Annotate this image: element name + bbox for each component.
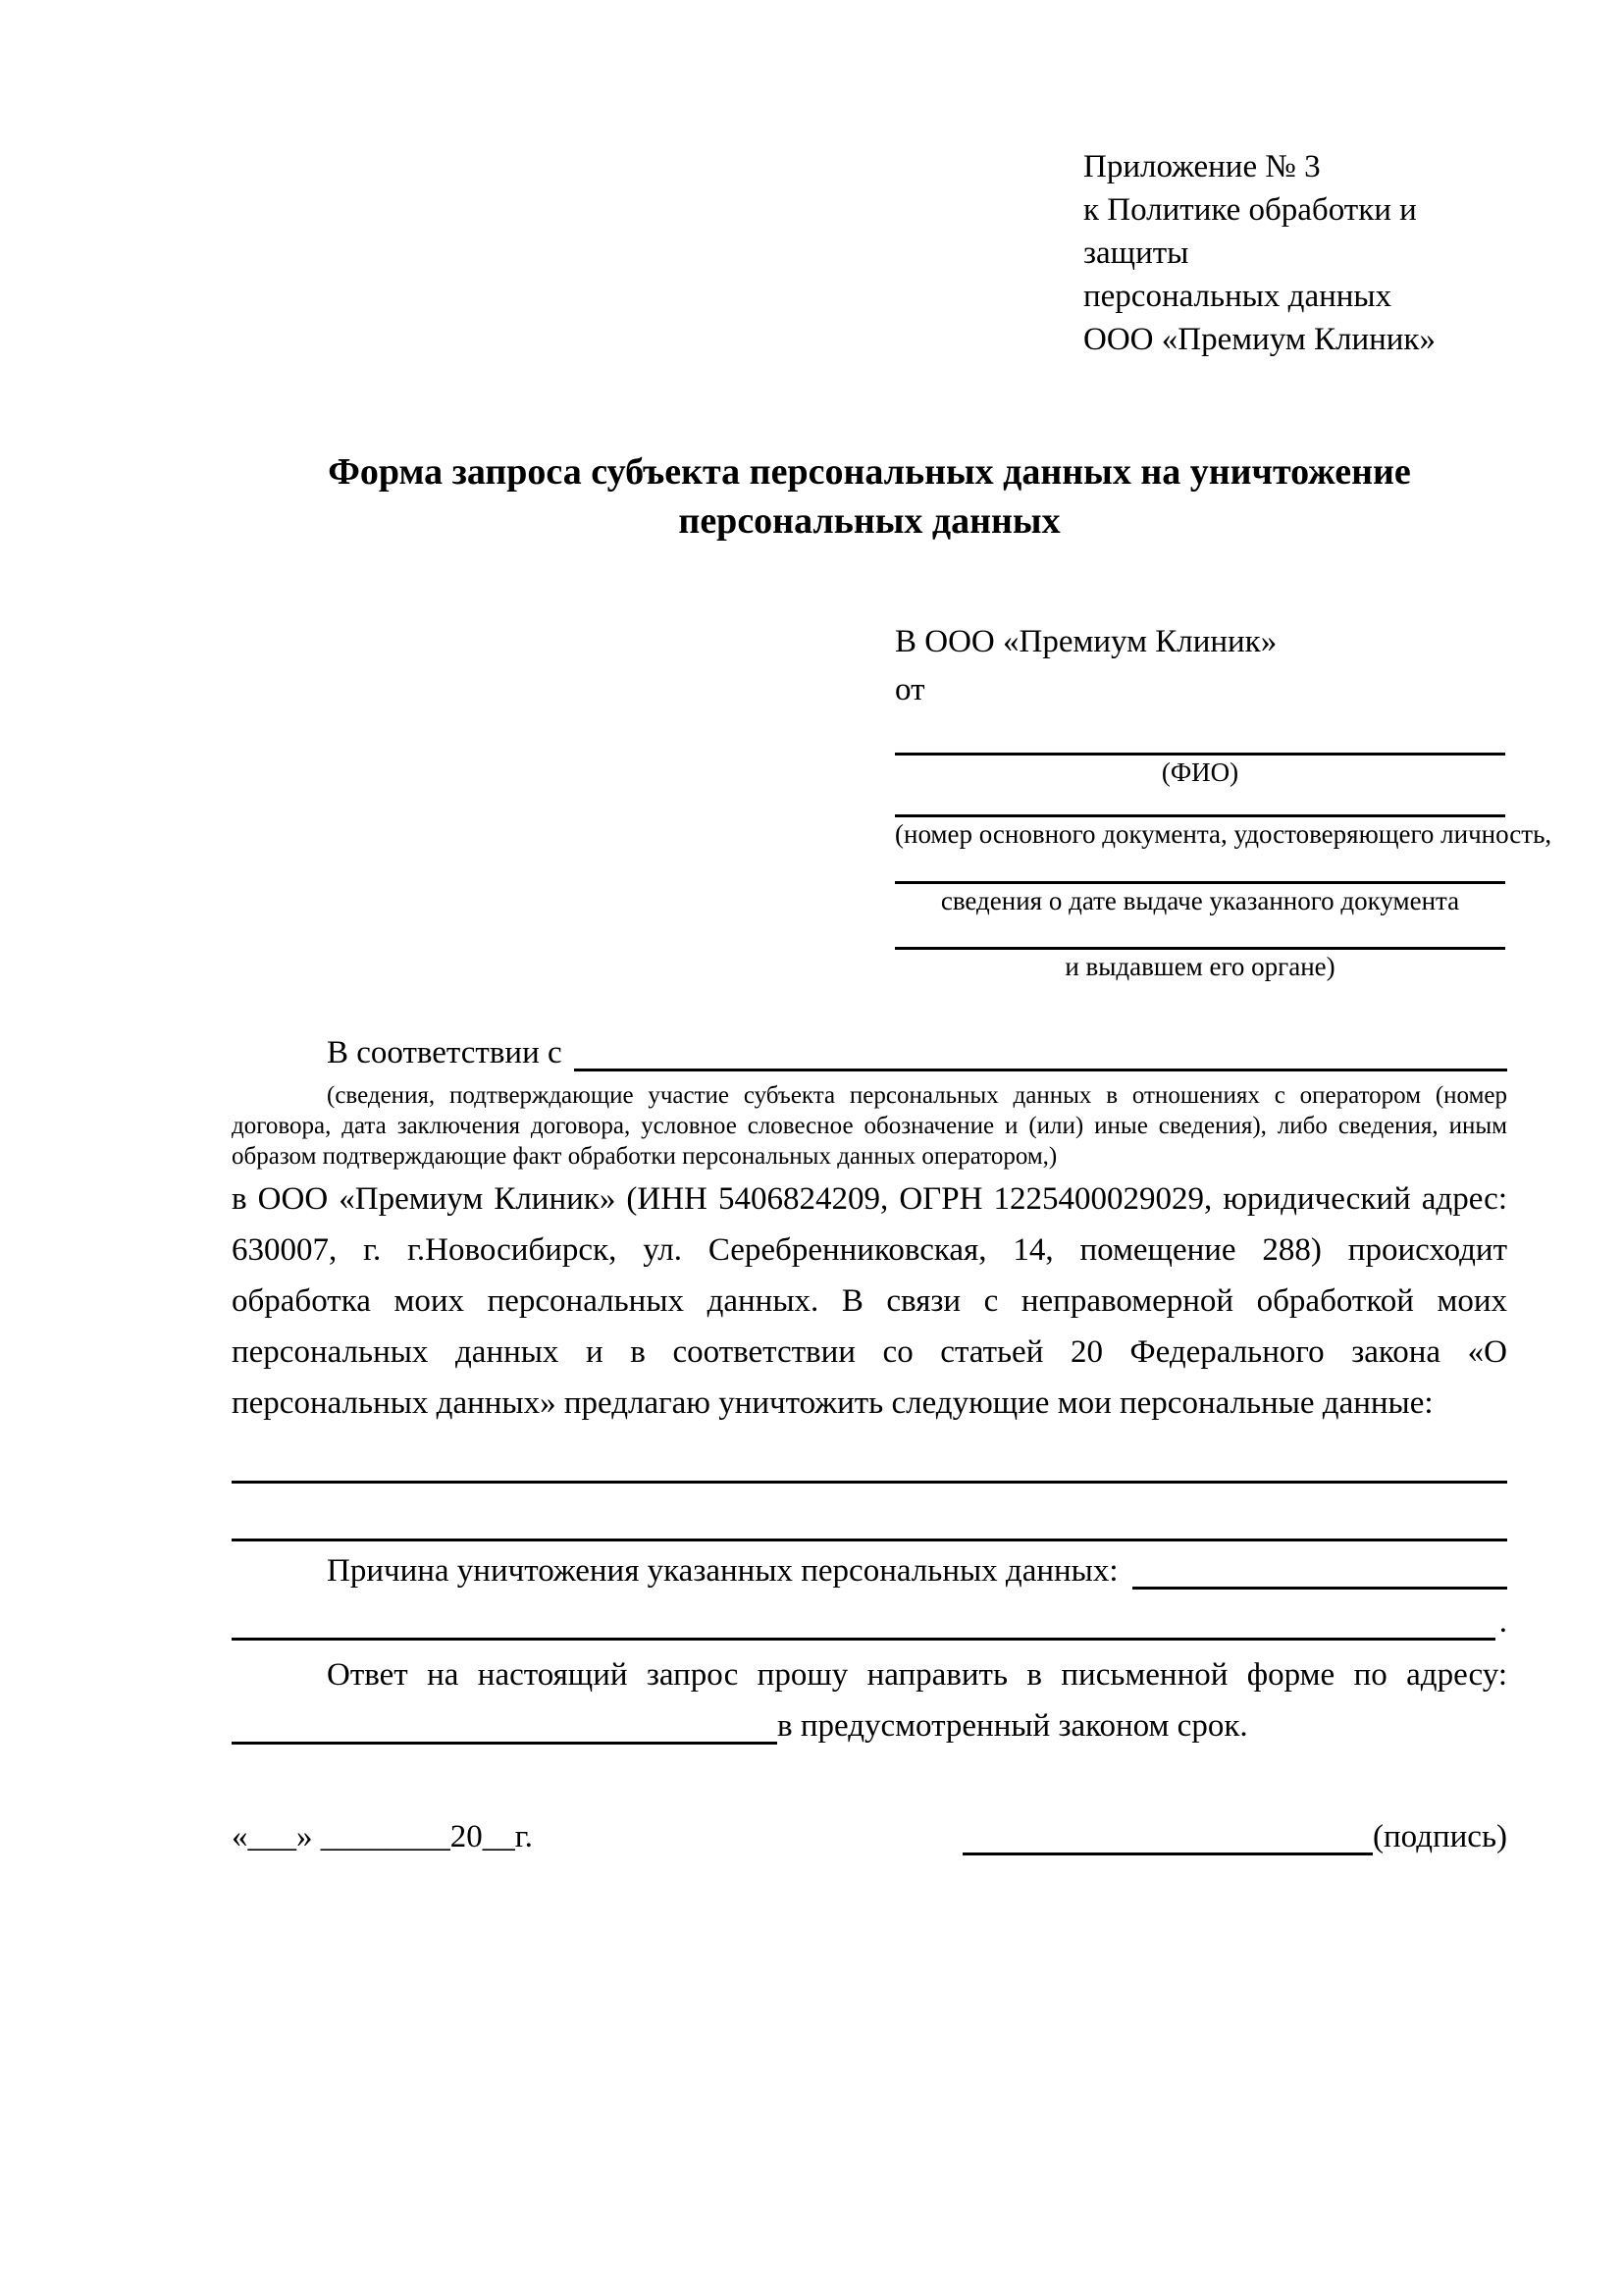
footer-row [232,1812,1507,1862]
appendix-block [1083,145,1507,361]
response-address-row [232,1700,1507,1751]
issue-date-caption: сведения о дате выдаче указанного документа [940,886,1460,915]
document-title: Форма запроса субъекта персональных данных на уничтожение персональных данных [328,451,1411,542]
addressee-from-label: от [895,672,925,707]
appendix-line-3: персональных данных [1083,279,1392,314]
signature-blank-line [963,1852,1373,1855]
reason-row [232,1545,1507,1596]
personal-data-blank-line-1 [232,1429,1507,1484]
appendix-line-1: Приложение № 3 [1083,149,1321,184]
main-paragraph: в ООО «Премиум Клиник» (ИНН 5406824209, ОГРН 1225400029029, юридический адрес: 630007, г. г.Новосибирск, ул. Серебренниковская, 14, помещение 288) происходит обработка моих персональных данных. В связи с неправомерной обработкой моих персональных данных и в соответствии со статьей 20 Федерального закона «О персональных данных» предлагаю уничтожить следующие мои персональные данные: [232,1181,1507,1422]
reason-blank-line-2 [232,1638,1495,1641]
basis-blank-line [574,1069,1507,1071]
personal-data-blank-line-2 [232,1484,1507,1541]
address-blank-line [232,1742,777,1745]
basis-footnote: (сведения, подтверждающие участие субъекта персональных данных в отношениях с оператором (номер договора, дата заключения договора, условное словесное обозначение и (или) иные сведения), либо сведения, иным образом подтверждающие факт обработки персональных данных оператором,) [232,1082,1507,1171]
addressee-block [895,618,1552,983]
appendix-line-2: к Политике обработки и защиты [1083,192,1417,271]
reason-label: Причина уничтожения указанных персональных данных: [327,1553,1119,1590]
response-tail: в предусмотренный законом срок. [777,1708,1248,1745]
signature-caption: (подпись) [1373,1819,1507,1855]
addressee-to-line: В ООО «Премиум Клиник» [895,624,1278,659]
reason-continuation-row [232,1596,1507,1647]
signature-group [963,1812,1507,1862]
basis-label: В соответствии с [327,1035,562,1070]
issuing-authority-caption: и выдавшем его органе) [1065,952,1335,981]
fio-caption: (ФИО) [1161,757,1239,787]
response-sentence: Ответ на настоящий запрос прошу направить в письменной форме по адресу: [327,1657,1507,1694]
reason-blank-line [1132,1587,1507,1590]
date-placeholder: «___» ________20__г. [232,1819,533,1855]
appendix-line-4: ООО «Премиум Клиник» [1083,322,1436,357]
basis-row [232,1028,1507,1078]
line-terminator: . [1498,1604,1507,1641]
document-number-caption: (номер основного документа, удостоверяющего личность, [895,819,1552,849]
